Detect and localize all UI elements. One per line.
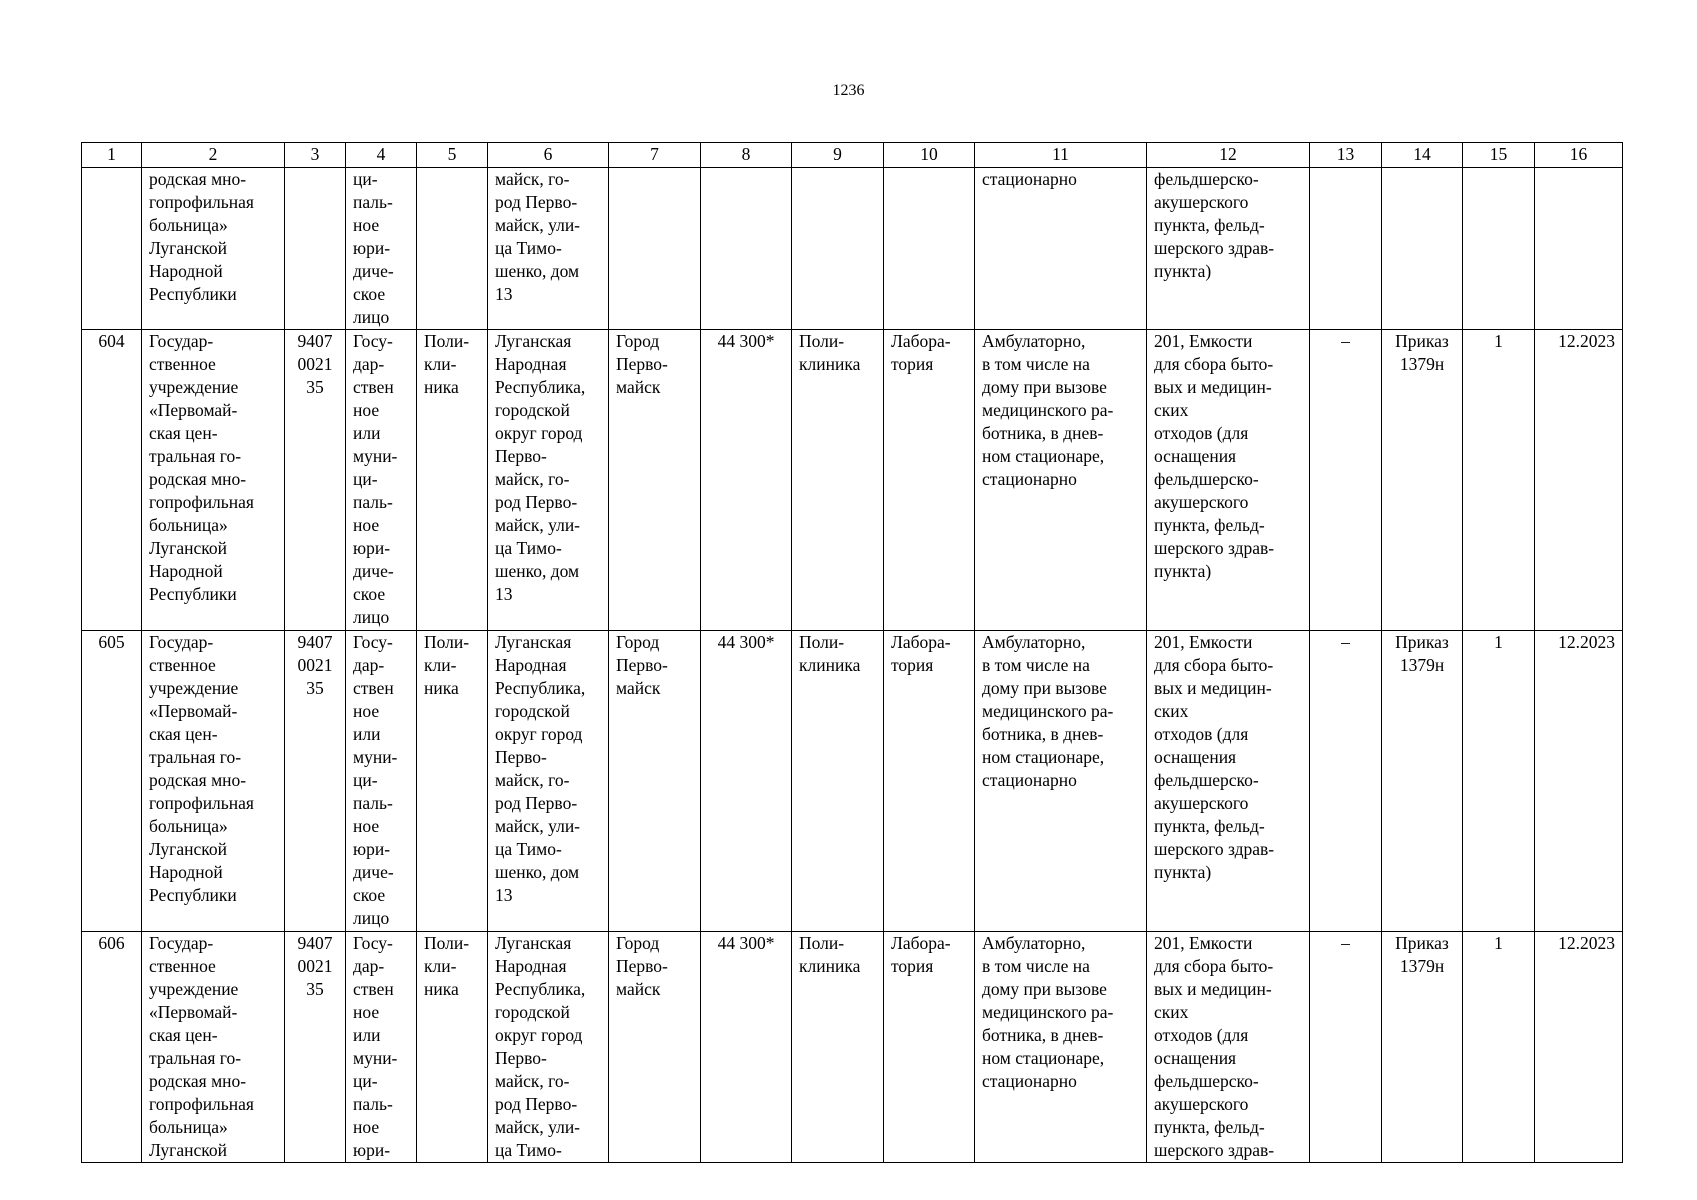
cell-population: 44 300* [701,631,792,932]
cell-organization: родская мно- гопрофильная больница» Луганской Народной Республики [142,168,285,330]
cell-unit: Поли- клиника [792,932,884,1163]
cell-code: 9407 0021 35 [285,330,346,631]
cell-address: Луганская Народная Республика, городской округ город Перво- майск, го- род Перво- майск, ули- ца Тимо- шенко, дом 13 [488,631,609,932]
cell-equipment: 201, Емкости для сбора быто- вых и медицин- ских отходов (для оснащения фельдшерско- акушерского пункта, фельд- шерского здрав- пункта) [1147,330,1310,631]
cell-col13: – [1310,932,1382,1163]
page-number: 1236 [832,82,865,99]
cell-quantity: 1 [1463,330,1535,631]
cell-number: 606 [82,932,142,1163]
cell-col13: – [1310,631,1382,932]
column-header-11: 11 [975,143,1147,168]
cell-type: Поли- кли- ника [417,330,488,631]
cell-department: Лабора- тория [884,932,975,1163]
cell-organization: Государ- ственное учреждение «Первомай- ская цен- тральная го- родская мно- гопрофильная больница» Луганской Народной Республики [142,631,285,932]
cell-unit: Поли- клиника [792,330,884,631]
cell-address: Луганская Народная Республика, городской округ город Перво- майск, го- род Перво- майск, ули- ца Тимо- шенко, дом 13 [488,330,609,631]
table-row [82,330,1623,631]
column-header-1: 1 [82,143,142,168]
cell-population: 44 300* [701,330,792,631]
cell-number: 605 [82,631,142,932]
cell-city: Город Перво- майск [609,932,701,1163]
cell-order: Приказ 1379н [1382,631,1463,932]
cell-department: Лабора- тория [884,330,975,631]
cell-address: майск, го- род Перво- майск, ули- ца Тимо- шенко, дом 13 [488,168,609,330]
cell-city: Город Перво- майск [609,631,701,932]
cell-unit: Поли- клиника [792,631,884,932]
column-header-9: 9 [792,143,884,168]
cell-type [417,168,488,330]
cell-population [701,168,792,330]
column-header-10: 10 [884,143,975,168]
column-header-16: 16 [1535,143,1623,168]
column-header-5: 5 [417,143,488,168]
cell-legal-form: Госу- дар- ствен ное или муни- ци- паль- ное юри- [346,932,417,1163]
cell-population: 44 300* [701,932,792,1163]
cell-code: 9407 0021 35 [285,932,346,1163]
cell-city [609,168,701,330]
cell-organization: Государ- ственное учреждение «Первомай- ская цен- тральная го- родская мно- гопрофильная больница» Луганской [142,932,285,1163]
cell-type: Поли- кли- ника [417,932,488,1163]
column-header-14: 14 [1382,143,1463,168]
cell-city: Город Перво- майск [609,330,701,631]
cell-number: 604 [82,330,142,631]
cell-order [1382,168,1463,330]
cell-type: Поли- кли- ника [417,631,488,932]
column-header-12: 12 [1147,143,1310,168]
column-header-4: 4 [346,143,417,168]
header-row [82,143,1623,168]
column-header-6: 6 [488,143,609,168]
cell-legal-form: ци- паль- ное юри- диче- ское лицо [346,168,417,330]
registry-table [81,142,1623,1163]
cell-unit [792,168,884,330]
cell-address: Луганская Народная Республика, городской округ город Перво- майск, го- род Перво- майск, ули- ца Тимо- [488,932,609,1163]
cell-care-conditions: стационарно [975,168,1147,330]
cell-code: 9407 0021 35 [285,631,346,932]
column-header-15: 15 [1463,143,1535,168]
cell-date [1535,168,1623,330]
cell-care-conditions: Амбулаторно, в том числе на дому при вызове медицинского ра- ботника, в днев- ном стационаре, стационарно [975,932,1147,1163]
cell-date: 12.2023 [1535,330,1623,631]
table-row [82,932,1623,1163]
cell-legal-form: Госу- дар- ствен ное или муни- ци- паль- ное юри- диче- ское лицо [346,631,417,932]
column-header-8: 8 [701,143,792,168]
column-header-13: 13 [1310,143,1382,168]
cell-equipment: 201, Емкости для сбора быто- вых и медицин- ских отходов (для оснащения фельдшерско- акушерского пункта, фельд- шерского здрав- пункта) [1147,631,1310,932]
cell-legal-form: Госу- дар- ствен ное или муни- ци- паль- ное юри- диче- ское лицо [346,330,417,631]
cell-equipment: фельдшерско- акушерского пункта, фельд- шерского здрав- пункта) [1147,168,1310,330]
cell-col13: – [1310,330,1382,631]
cell-number [82,168,142,330]
table-row [82,168,1623,330]
column-header-2: 2 [142,143,285,168]
cell-organization: Государ- ственное учреждение «Первомай- ская цен- тральная го- родская мно- гопрофильная больница» Луганской Народной Республики [142,330,285,631]
cell-quantity [1463,168,1535,330]
column-header-7: 7 [609,143,701,168]
cell-order: Приказ 1379н [1382,932,1463,1163]
cell-quantity: 1 [1463,932,1535,1163]
column-header-3: 3 [285,143,346,168]
cell-care-conditions: Амбулаторно, в том числе на дому при вызове медицинского ра- ботника, в днев- ном стационаре, стационарно [975,330,1147,631]
cell-department: Лабора- тория [884,631,975,932]
cell-date: 12.2023 [1535,631,1623,932]
table-row [82,631,1623,932]
cell-equipment: 201, Емкости для сбора быто- вых и медицин- ских отходов (для оснащения фельдшерско- акушерского пункта, фельд- шерского здрав- [1147,932,1310,1163]
cell-care-conditions: Амбулаторно, в том числе на дому при вызове медицинского ра- ботника, в днев- ном стационаре, стационарно [975,631,1147,932]
cell-code [285,168,346,330]
cell-date: 12.2023 [1535,932,1623,1163]
cell-col13 [1310,168,1382,330]
cell-department [884,168,975,330]
cell-order: Приказ 1379н [1382,330,1463,631]
cell-quantity: 1 [1463,631,1535,932]
